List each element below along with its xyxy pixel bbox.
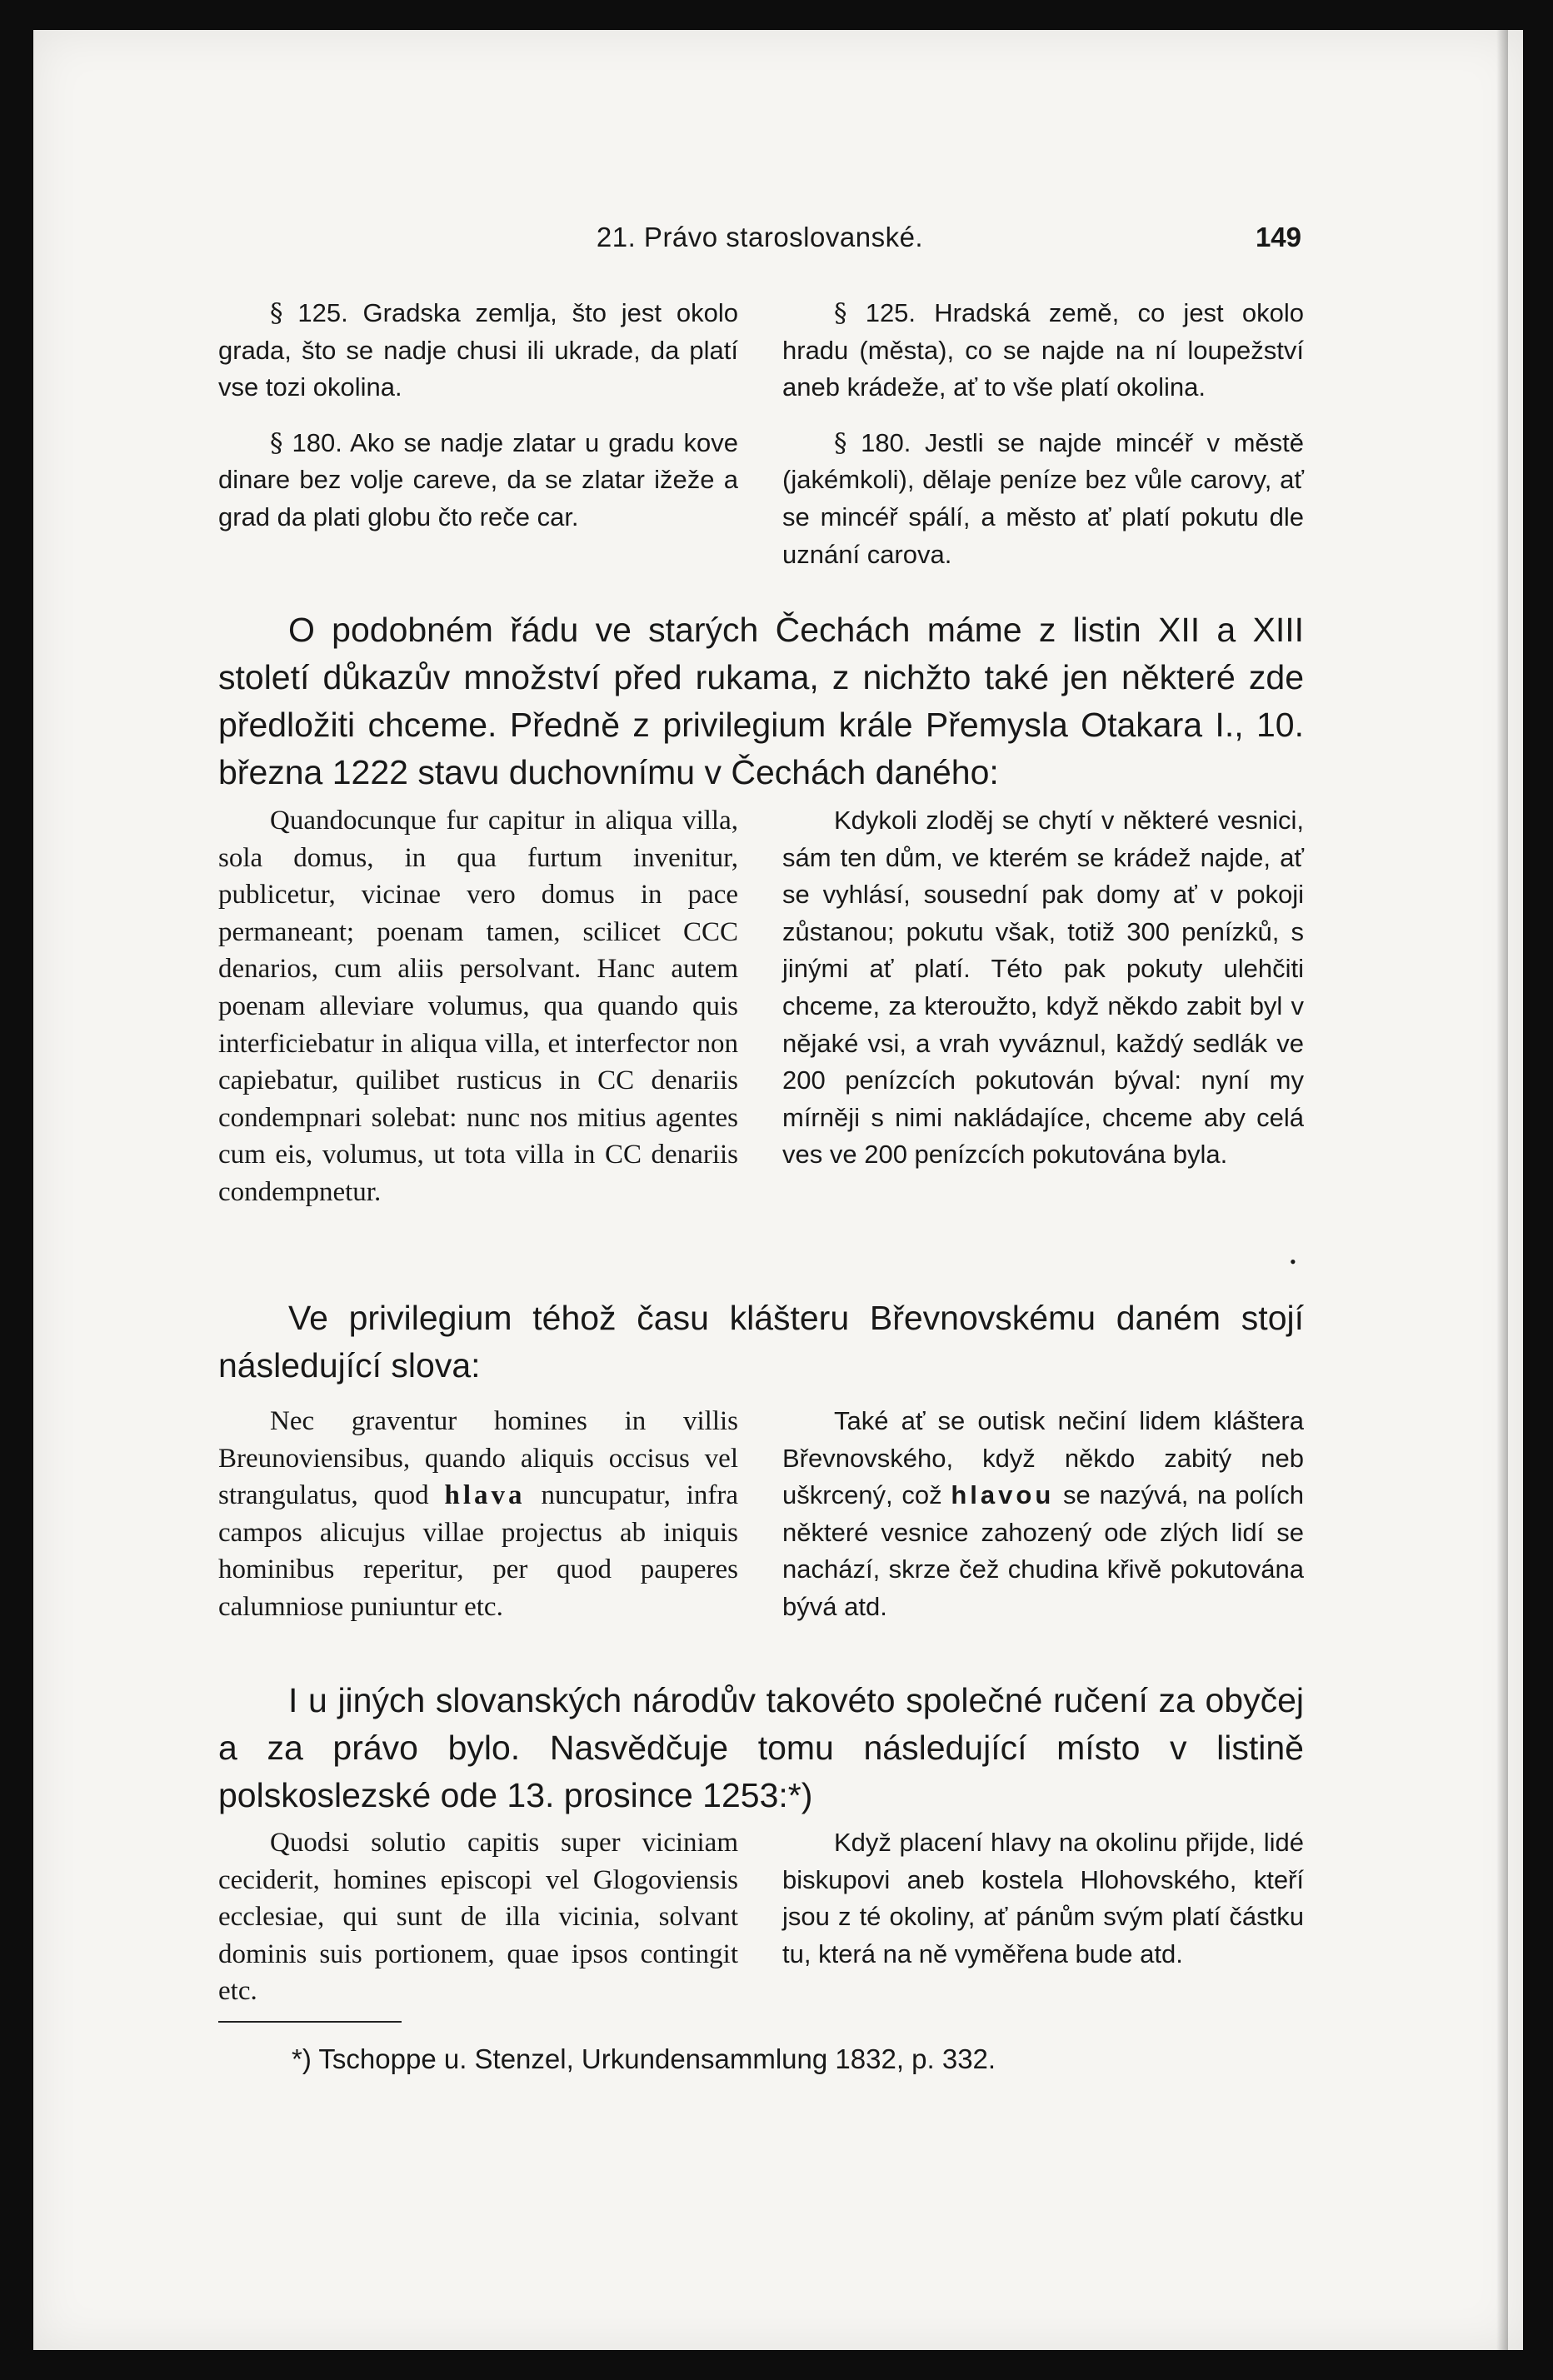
privilege-1-latin: [218, 802, 738, 1211]
privilege-2-latin-text: [218, 1403, 738, 1626]
privilege-1-czech-text: Kdykoli zloděj se chytí v některé vesnici, sám ten dům, ve kterém se krádež najde, ať se vyhlásí, sousední pak domy ať v pokoji zůstanou; pokutu však, totiž 300 penízků, s jinými ať platí. Této pak pokuty ulehčiti chceme, za kteroužto, když někdo zabit byl v nějaké vsi, a vrah vyváznul, každý sedlák ve 200 penízcích pokutován býval: nyní my mírněji s nimi nakládajíce, chceme aby celá ves ve 200 penízcích pokutována byla.: [782, 806, 1304, 1170]
privilege-2-czech-before: Také ať se outisk nečiní lidem kláštera Břevnovského, když někdo zabitý neb uškrcený, což: [782, 1406, 1304, 1510]
law-125-translation-text: 125. Hradská země, co jest okolo hradu (města), co se najde na ní loupežství aneb krádeže, ať to vše platí okolina.: [782, 298, 1304, 402]
privilege-2-latin-before: Nec graventur homines in villis Breunoviensibus, quando aliquis occisus vel strangulatus, quod: [218, 1406, 738, 1511]
privilege-3-latin: [218, 1824, 738, 2010]
section-sign: §: [834, 427, 847, 458]
paragraph-2-text: Ve privilegium téhož času klášteru Břevnovskému daném stojí následující slova:: [218, 1299, 1304, 1385]
intro-paragraph-text: O podobném řádu ve starých Čechách máme z listin XII a XIII století důkazův množství před rukama, z nichžto také jen některé zde předložiti chceme. Předně z privilegium krále Přemysla Otakara I., 10. března 1222 stavu duchovnímu v Čechách daného:: [218, 611, 1304, 791]
law-paragraph-125-translation: [782, 295, 1304, 407]
section-sign: §: [270, 427, 283, 458]
privilege-2-czech-text: [782, 1403, 1304, 1626]
privilege-2-czech-emphasis: hlavou: [951, 1480, 1055, 1510]
law-180-translation-text: 180. Jestli se najde mincéř v městě (jakémkoli), dělaje peníze bez vůle carovy, ať se mincéř spálí, a město ať platí pokutu dle uznání carova.: [782, 427, 1304, 569]
privilege-1-latin-text: Quandocunque fur capitur in aliqua villa, sola domus, in qua furtum invenitur, publicetur, vicinae vero domus in pace permaneant; poenam tamen, scilicet CCC denarios, cum aliis persolvant. Hanc autem poenam alleviare volumus, qua quando quis interficiebatur in aliqua villa, et interfector non capiebatur, quilibet rusticus in CC denariis condempnari solebat: nunc nos mitius agentes cum eis, volumus, ut tota villa in CC denariis condempnetur.: [218, 806, 738, 1207]
footnote-divider: [218, 2021, 402, 2023]
law-180-original-text: 180. Ako se nadje zlatar u gradu kove dinare bez volje careve, da se zlatar ižeže a grad da plati globu čto reče car.: [218, 427, 738, 531]
law-paragraph-180-original: [218, 425, 738, 536]
privilege-2-latin-emphasis: hlava: [444, 1480, 526, 1511]
paragraph-3-text: I u jiných slovanských národův takovéto společné ručení za obyčej a za právo bylo. Nasvědčuje tomu následující místo v listině polskoslezské ode 13. prosince 1253:*): [218, 1681, 1304, 1814]
privilege-2-latin: [218, 1403, 738, 1626]
privilege-1-czech: [782, 802, 1304, 1174]
privilege-3-czech-text: Když placení hlavy na okolinu přijde, lidé biskupovi aneb kostela Hlohovského, kteří jsou z té okoliny, ať pánům svým platí částku tu, která na ně vyměřena bude atd.: [782, 1828, 1304, 1968]
page-edge-shadow: [1496, 30, 1508, 2350]
law-125-original-text: 125. Gradska zemlja, što jest okolo grada, što se nadje chusi ili ukrade, da platí vse tozi okolina.: [218, 298, 738, 402]
law-paragraph-125-original: [218, 295, 738, 407]
law-text-translation: [782, 295, 1304, 573]
law-text-original: [218, 295, 738, 536]
intro-paragraph: [218, 606, 1304, 796]
privilege-2-czech-after: se nazývá, na polích některé vesnice zahozený ode zlých lidí se nachází, skrze čež chudina křivě pokutována bývá atd.: [782, 1480, 1304, 1621]
privilege-2-czech: [782, 1403, 1304, 1626]
margin-bullet: •: [1290, 1251, 1296, 1272]
privilege-3-czech: [782, 1824, 1304, 1973]
law-paragraph-180-translation: [782, 425, 1304, 573]
paragraph-3: [218, 1677, 1304, 1819]
privilege-2-latin-after: nuncupatur, infra campos alicujus villae projectus ab iniquis hominibus reperitur, per quod pauperes calumniose puniuntur etc.: [218, 1480, 738, 1622]
section-sign: §: [270, 298, 283, 328]
privilege-3-latin-text: Quodsi solutio capitis super viciniam ceciderit, homines episcopi vel Glogoviensis ecclesiae, qui sunt de illa vicinia, solvant dominis suis portionem, quae ipsos contingit etc.: [218, 1828, 738, 2007]
section-sign: §: [834, 298, 847, 328]
running-head: [218, 222, 1301, 263]
footnote: *) Tschoppe u. Stenzel, Urkundensammlung 1832, p. 332.: [292, 2043, 996, 2074]
paragraph-2: [218, 1295, 1304, 1390]
running-title: 21. Právo staroslovanské.: [596, 222, 924, 252]
page-number: 149: [1255, 222, 1301, 252]
